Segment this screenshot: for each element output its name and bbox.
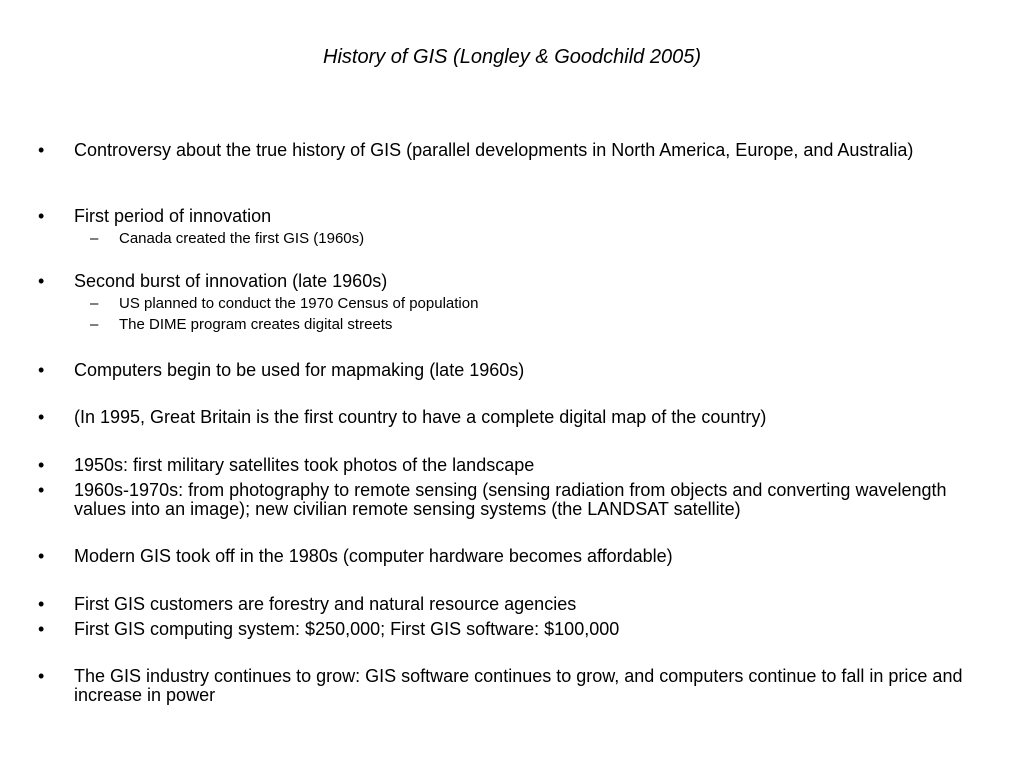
bullet-marker: • — [38, 546, 45, 566]
bullet-item — [38, 595, 978, 614]
bullet-marker: • — [38, 619, 45, 639]
bullet-text: (In 1995, Great Britain is the first country to have a complete digital map of the country) — [74, 407, 767, 427]
sub-bullet-text: Canada created the first GIS (1960s) — [119, 230, 365, 247]
bullet-text: First GIS customers are forestry and natural resource agencies — [74, 594, 577, 614]
bullet-item — [38, 620, 978, 639]
bullet-text: First period of innovation — [74, 206, 272, 226]
sub-bullet-item — [90, 316, 970, 334]
bullet-marker: • — [38, 594, 45, 614]
bullet-text: First GIS computing system: $250,000; First GIS software: $100,000 — [74, 619, 620, 639]
bullet-item — [38, 141, 978, 160]
bullet-item — [38, 272, 978, 291]
sub-bullet-text: The DIME program creates digital streets — [119, 316, 393, 333]
bullet-marker: • — [38, 140, 45, 160]
sub-bullet-item — [90, 230, 970, 248]
bullet-item — [38, 667, 978, 705]
sub-bullet-marker: – — [90, 230, 99, 247]
bullet-text: The GIS industry continues to grow: GIS software continues to grow, and computers continue to fall in price and increase in power — [74, 666, 963, 705]
bullet-marker: • — [38, 407, 45, 427]
slide-title: History of GIS (Longley & Goodchild 2005) — [323, 46, 701, 68]
bullet-marker: • — [38, 480, 45, 500]
bullet-text: 1960s-1970s: from photography to remote sensing (sensing radiation from objects and converting wavelength values into an image); new civilian remote sensing systems (the LANDSAT satellite) — [74, 480, 947, 519]
bullet-item — [38, 361, 978, 380]
bullet-text: 1950s: first military satellites took photos of the landscape — [74, 455, 535, 475]
sub-bullet-item — [90, 295, 970, 313]
bullet-item — [38, 456, 978, 475]
bullet-text: Controversy about the true history of GIS (parallel developments in North America, Europe, and Australia) — [74, 140, 914, 160]
bullet-item — [38, 408, 978, 427]
bullet-text: Modern GIS took off in the 1980s (computer hardware becomes affordable) — [74, 546, 673, 566]
sub-bullet-text: US planned to conduct the 1970 Census of population — [119, 295, 479, 312]
bullet-marker: • — [38, 666, 45, 686]
bullet-marker: • — [38, 360, 45, 380]
bullet-marker: • — [38, 206, 45, 226]
bullet-marker: • — [38, 455, 45, 475]
bullet-item — [38, 547, 978, 566]
bullet-item — [38, 207, 978, 226]
bullet-text: Second burst of innovation (late 1960s) — [74, 271, 388, 291]
sub-bullet-marker: – — [90, 295, 99, 312]
sub-bullet-marker: – — [90, 316, 99, 333]
bullet-text: Computers begin to be used for mapmaking (late 1960s) — [74, 360, 525, 380]
bullet-item — [38, 481, 978, 519]
bullet-marker: • — [38, 271, 45, 291]
